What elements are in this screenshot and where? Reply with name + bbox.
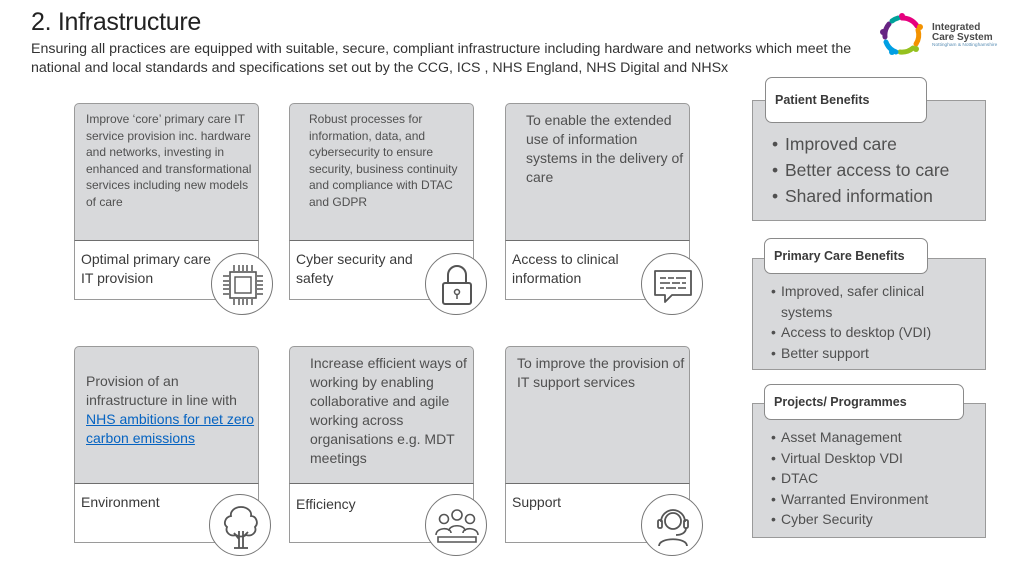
people-circle-logo-icon [878, 12, 926, 58]
card-efficiency [289, 346, 474, 543]
environment-description-text: Provision of an infrastructure in line with [86, 373, 237, 408]
list-item: • Cyber Security [771, 509, 983, 530]
message-screen-icon [641, 253, 703, 315]
headset-support-icon [641, 494, 703, 556]
list-item: • Shared information [772, 183, 982, 209]
list-item: • Access to desktop (VDI) [771, 322, 983, 343]
card-efficiency-label: Efficiency [296, 496, 356, 512]
card-cyber-label: Cyber security and safety [296, 251, 413, 286]
card-support-description: To improve the provision of IT support services [517, 355, 685, 390]
patient-benefits-title: Patient Benefits [765, 77, 927, 123]
list-item: • Improved care [772, 131, 982, 157]
card-cyber [289, 103, 474, 300]
projects-list [771, 427, 983, 530]
primary-care-benefits-list [771, 281, 983, 363]
card-support [505, 346, 690, 543]
logo-line-3: Nottingham & Nottinghamshire [932, 43, 998, 48]
page-title: 2. Infrastructure [31, 8, 201, 36]
projects-title: Projects/ Programmes [764, 384, 964, 420]
patient-benefits-list [772, 131, 982, 209]
padlock-icon [425, 253, 487, 315]
card-clinical-description: To enable the extended use of information systems in the delivery of care [526, 112, 684, 185]
logo-line-1: Integrated [932, 22, 981, 33]
card-cyber-description: Robust processes for information, data, and cybersecurity to ensure security, business continuity and compliance with DTAC and GDPR [309, 112, 458, 209]
logo-line-2: Care System [932, 32, 993, 43]
page-subtitle: Ensuring all practices are equipped with suitable, secure, compliant infrastructure including hardware and networks which meet the national and local standards and specifications set out by the CCG, ICS , NHS England, NHS Digital and NHSx [31, 41, 852, 76]
list-item: • Better support [771, 343, 983, 364]
card-environment [74, 346, 259, 543]
list-item: • Better access to care [772, 157, 982, 183]
list-item: • Warranted Environment [771, 489, 983, 510]
card-support-label: Support [512, 494, 562, 510]
list-item: • Improved, safer clinical systems [771, 281, 983, 322]
team-meeting-icon [425, 494, 487, 556]
primary-care-benefits-title: Primary Care Benefits [764, 238, 928, 274]
card-efficiency-description: Increase efficient ways of working by enabling collaborative and agile working across organisations e.g. MDT meetings [310, 355, 467, 466]
tree-icon [209, 494, 271, 556]
list-item: • Virtual Desktop VDI [771, 448, 983, 469]
list-item: • Asset Management [771, 427, 983, 448]
card-environment-label: Environment [81, 494, 160, 510]
card-primary-care [74, 103, 259, 300]
list-item: • DTAC [771, 468, 983, 489]
card-environment-description [86, 372, 256, 448]
cpu-chip-icon [211, 253, 273, 315]
card-primary-care-description: Improve ‘core’ primary care IT service provision inc. hardware and networks, investing in enhanced and transformational services including new models of care [86, 112, 252, 209]
card-clinical [505, 103, 690, 300]
ics-logo [878, 12, 1018, 58]
card-clinical-label: Access to clinical information [512, 251, 619, 286]
card-primary-care-label: Optimal primary care IT provision [81, 251, 211, 286]
net-zero-link[interactable]: NHS ambitions for net zero carbon emissions [86, 411, 255, 446]
